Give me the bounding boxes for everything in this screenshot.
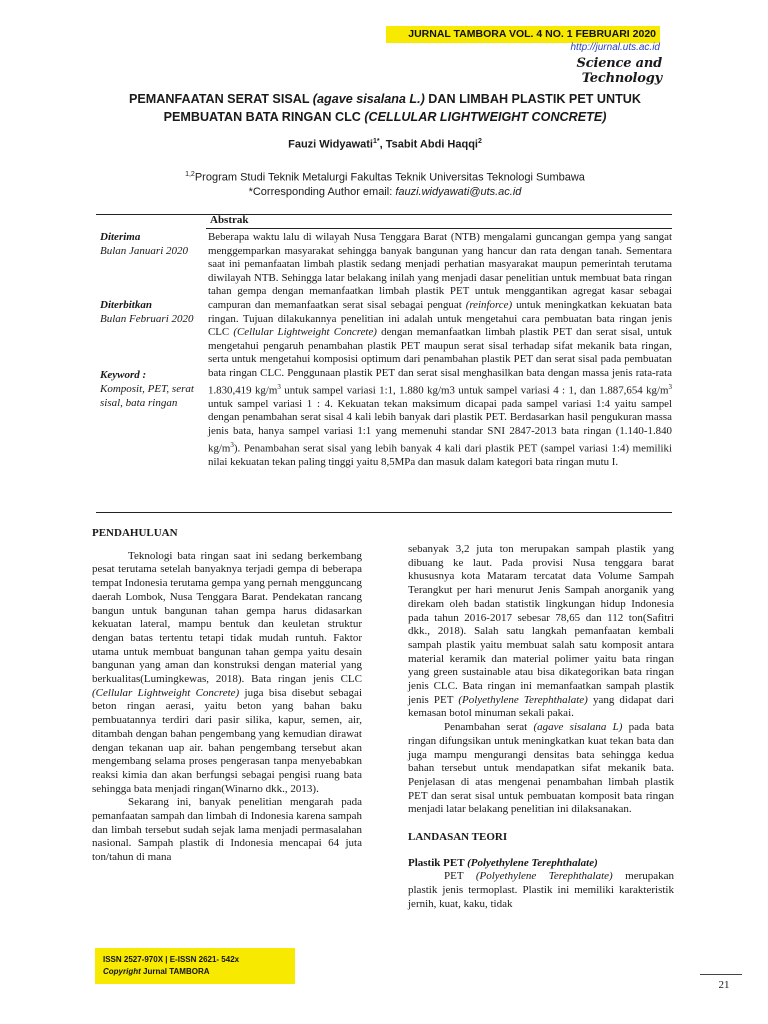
title-text: PEMANFAATAN SERAT SISAL	[129, 92, 313, 106]
journal-info-band	[386, 26, 660, 43]
copyright-label: Copyright	[103, 967, 141, 976]
paragraph-italic: (agave sisalana L)	[533, 721, 623, 734]
author-sup: 2	[477, 138, 482, 145]
subheading-text: Plastik PET	[408, 856, 468, 869]
abstract-text: Beberapa waktu lalu di wilayah Nusa Tenggara Barat (NTB) mengalami guncangan gempa yang sangat menggemparkan masyarakat sehingga banyak bangunan yang hancur dan rata dengan tanah. Sementara saat ini pemanfaatan limbah plastik sedang menjadi perhatian masyarakat maupun pemerintah terutama diwilayah NTB. Sehingga latar belakang inilah yang menjadi dasar penelitian untuk membuat bata ringan tahan gempa dengan memanfaatkan limbah plastik PET untuk menggantikan agregat kasar sebagai campuran dan memanfaatkan serat sisal sebagai penguat	[208, 231, 672, 311]
abstract-italic: (Cellular Lightweight Concrete)	[233, 326, 377, 339]
section-heading-pendahuluan: PENDAHULUAN	[92, 527, 178, 539]
page-number: 21	[718, 979, 730, 991]
keyword-value: Komposit, PET, serat sisal, bata ringan	[100, 383, 194, 409]
journal-tagline: Science and Technology	[576, 56, 662, 86]
copyright-owner: Jurnal TAMBORA	[140, 967, 210, 976]
keyword-info	[100, 368, 204, 410]
subheading-italic: (Polyethylene Terephthalate)	[467, 856, 598, 869]
paragraph-italic: (Polyethylene Terephthalate)	[475, 870, 613, 883]
journal-url-link[interactable]: http://jurnal.uts.ac.id	[570, 42, 660, 53]
paragraph-text: pada bata ringan difungsikan untuk meningkatkan kuat tekan bata dan juga mampu mengurangi densitas bata sehingga kedua bahan tersebut untuk mendapatkan sifat mekanik bata. Penjelasan di atas mengenai penambahan limbah plastik PET dan serat sisal untuk pembuatan komposit bata ringan menjadi latar belakang penelitian ini dilaksanakan.	[408, 721, 674, 816]
abstract-rule-mid	[206, 228, 672, 229]
paragraph-text: yang didapat dari kemasan botol minuman sekali pakai.	[408, 693, 674, 720]
paragraph-text: Teknologi bata ringan saat ini sedang berkembang pesat terutama setelah banyaknya terjadi gempa di beberapa tempat Indonesia terutama gempa yang pernah mengguncang daerah Lombok, Nusa Tenggara Barat. Pendekatan rancang bangun untuk bangunan tahan gempa harus didasarkan kekuatan lateral, mampu bentuk dan keuletan struktur dengan batas tertentu tetapi tidak mudah runtuh. Faktor utama untuk membuat bangunan tahan gempa yaitu desain bangunan yang aman dan konstruksi dengan material yang berkualitas(Lumingkewas, 2018). Bata ringan jenis CLC	[92, 549, 363, 686]
abstract-rule-top	[96, 214, 672, 215]
abstract-text: dengan memanfaatkan limbah plastik PET dan serat sisal, untuk mengetahui pengaruh penambahan plastik PET maupun serat sisal terhadap sifat mekanik bata ringan, serta untuk mengetahui komposisi optimum dari penambahan plastik PET dan serat sisal pada pembuatan bata ringan CLC. Penggunaan plastik PET dan serat sisal menghasilkan bata dengan massa jenis rata-rata 1.830,419 kg/m	[208, 326, 672, 397]
paragraph-text: Penambahan serat	[444, 721, 534, 734]
issn-text: ISSN 2527-970X | E-ISSN 2621- 542x	[103, 955, 240, 964]
corresponding-email[interactable]: fauzi.widyawati@uts.ac.id	[395, 185, 522, 198]
author-name: , Tsabit Abdi Haqqi	[379, 138, 478, 151]
abstract-sup: 3	[277, 382, 281, 391]
issn-band	[95, 948, 295, 984]
abstract-text: untuk sampel variasi 1 : 4. Kekuatan tekan maksimum dicapai pada sampel variasi 1:4 yaitu sampel dengan penambahan serat sisal 4 kali lebih banyak dari plastik PET. Berdasarkan hasil pengukuran massa jenis bata, hanya sampel variasi 1:1 yang memenuhi standar SNI 2847-2013 bata ringan (1.140-1.840 kg/m	[208, 397, 672, 455]
abstract-sup: 3	[668, 382, 672, 391]
intro-paragraph-4	[408, 721, 674, 817]
abstract-body	[208, 231, 672, 469]
abstract-text: untuk meningkatkan kekuatan bata ringan. Tujuan dilakukannya penelitian ini adalah untuk mengetahui cara pembuatan bata ringan jenis CLC	[208, 298, 672, 339]
paragraph-text: merupakan plastik jenis termoplast. Plastik ini memiliki karakteristik jernih, kuat, kaku, tidak	[408, 870, 675, 910]
received-value: Bulan Januari 2020	[100, 245, 188, 257]
keyword-label: Keyword :	[100, 369, 147, 381]
author-list	[60, 138, 710, 151]
abstract-sup: 3	[230, 440, 234, 449]
page-number-rule	[700, 974, 742, 975]
abstract-italic: (reinforce)	[465, 298, 513, 311]
theory-paragraph-1	[408, 870, 674, 911]
paragraph-italic: (Polyethylene Terephthalate)	[458, 693, 588, 706]
paragraph-text: sebanyak 3,2 juta ton merupakan sampah plastik yang dibuang ke laut. Pada provisi Nusa tenggara barat khususnya kota Mataram tercatat data Volume Sampah Terangkut per hari menurut Jenis Sampah anorganik yang direkam oleh badan statistik lingkungan hidup Indonesia pada tahun 2016-2017 sebesar 78,65 dan 112 ton(Safitri dkk., 2018). Salah satu langkah pemanfaatan kembali sampah plastik yaitu membuat salah satu komposit antara material keramik dan material polimer yaitu bata ringan yang green sustainable atau bisa dikategorikan bata ringan jenis CLC. Bata ringan ini memanfaatkan sampah plastik jenis PET	[408, 543, 674, 706]
subsection-heading-plastik-pet	[408, 857, 674, 871]
corresponding-label: *Corresponding Author email:	[248, 185, 396, 198]
paragraph-italic: (Cellular Lightweight Concrete)	[92, 686, 240, 699]
affiliation-sup: 1,2	[185, 171, 195, 178]
paragraph-text: juga bisa disebut sebagai beton ringan aerasi, yaitu beton yang bahan baku pembuatannya terdiri dari pasir silika, kapur, semen, air, ditambah dengan bahan pengembang yang kemudian dirawat dengan tekanan uap air. bahan pengembang tersebut akan mengembang selama proses pengerasan tanpa menyebabkan reaksi kimia dan akan berfungsi sebagai pengisi ruang bata sehingga bata menjadi ringan(Winarno dkk., 2013).	[92, 686, 362, 795]
left-column	[92, 527, 362, 865]
title-text: DAN LIMBAH PLASTIK PET UNTUK	[424, 92, 641, 106]
title-text: PEMBUATAN BATA RINGAN CLC	[163, 110, 365, 124]
affiliation-program: Program Studi Teknik Metalurgi Fakultas Teknik Universitas Teknologi Sumbawa	[194, 171, 585, 184]
journal-volume: JURNAL TAMBORA VOL. 4 NO. 1 FEBRUARI 2020	[408, 28, 656, 40]
author-sup: 1*	[372, 138, 380, 145]
title-italic: (agave sisalana L.)	[312, 92, 425, 106]
abstract-heading: Abstrak	[210, 214, 249, 226]
abstract-text: ). Penambahan serat sisal yang lebih banyak 4 kali dari plastik PET (sampel variasi 1:4) memiliki nilai kekuatan tekan paling tinggi yaitu 8,5MPa dan masuk dalam kategori bata ringan mutu I.	[208, 442, 672, 468]
intro-paragraph-1	[92, 550, 362, 797]
paragraph-text: PET	[444, 870, 476, 883]
published-value: Bulan Februari 2020	[100, 313, 194, 325]
intro-paragraph-3	[408, 543, 674, 721]
author-name: Fauzi Widyawati	[288, 138, 373, 151]
published-info	[100, 298, 204, 326]
paper-title	[60, 90, 710, 126]
affiliation	[60, 168, 710, 199]
abstract-rule-bottom	[96, 512, 672, 513]
title-italic: (CELLULAR LIGHTWEIGHT CONCRETE)	[364, 110, 607, 124]
published-label: Diterbitkan	[100, 299, 152, 311]
right-column	[408, 543, 674, 912]
received-label: Diterima	[100, 231, 141, 243]
abstract-text: untuk sampel variasi 1:1, 1.880 kg/m3 untuk sampel variasi 4 : 1, dan 1.887,654 kg/m	[280, 384, 669, 397]
section-heading-landasan-teori: LANDASAN TEORI	[408, 831, 508, 844]
intro-paragraph-2: Sekarang ini, banyak penelitian mengarah pada pemanfaatan sampah dan limbah di Indonesia karena sampah dan limbah tersebut sudah sejak lama menjadi permasalahan nasional. Sampah plastik di Indonesia mencapai 64 juta ton/tahun di mana	[92, 796, 362, 864]
received-info	[100, 230, 204, 258]
